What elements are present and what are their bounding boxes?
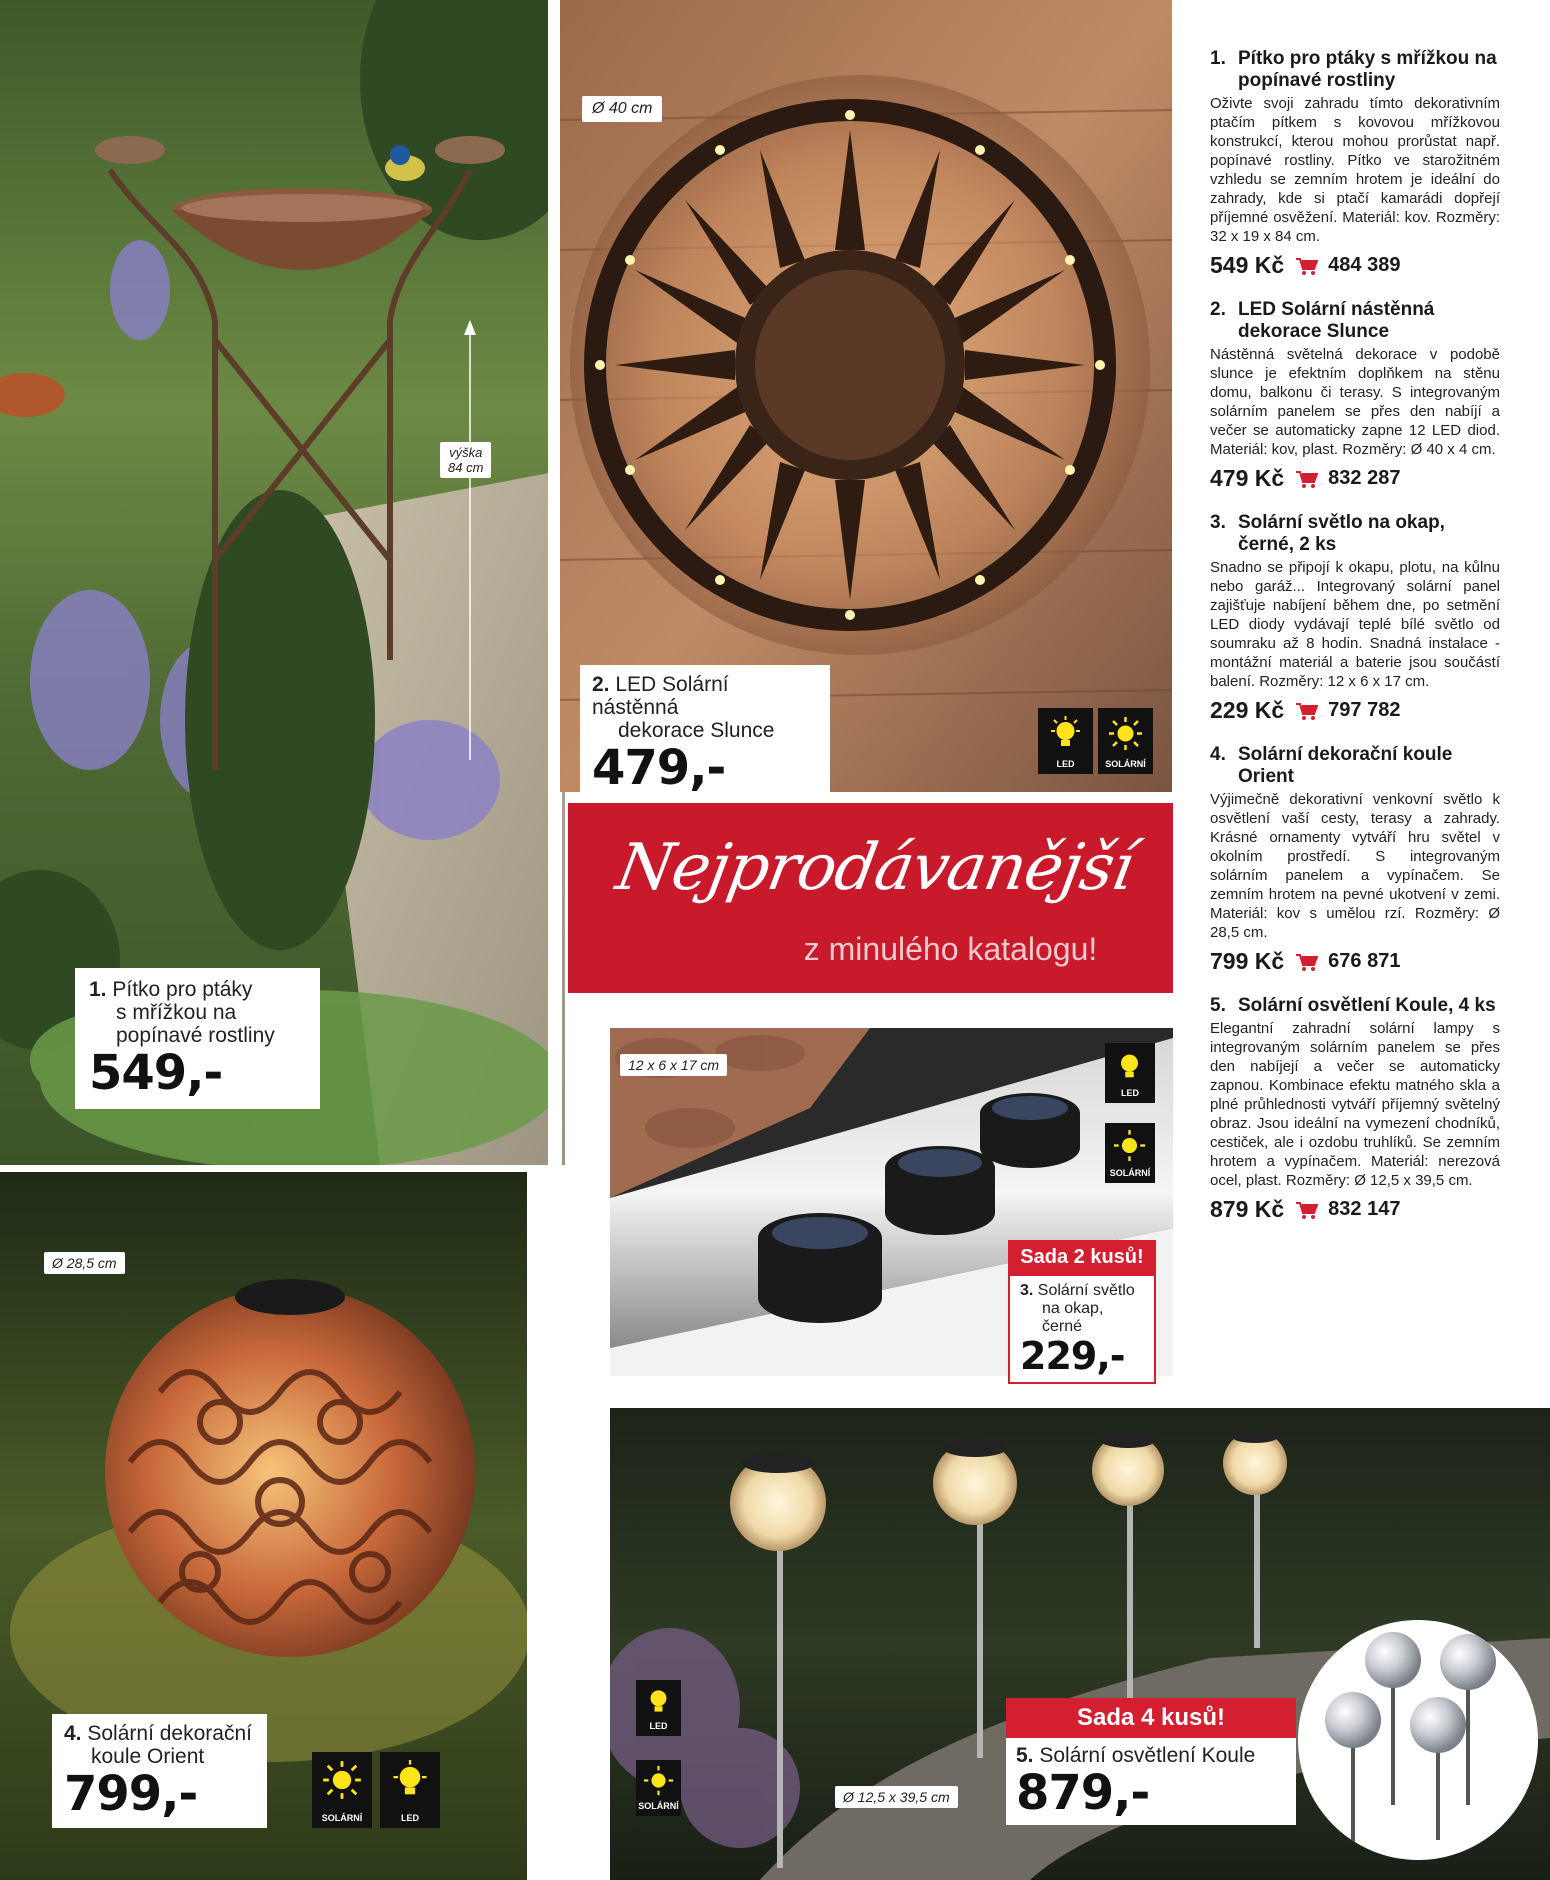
height-tag-line2: 84 cm bbox=[448, 460, 484, 475]
label-orient bbox=[52, 1714, 267, 1828]
led-badge bbox=[636, 1680, 681, 1736]
product-item bbox=[1210, 995, 1500, 1223]
product-price: 479 Kč bbox=[1210, 465, 1285, 491]
product-title bbox=[1210, 48, 1500, 92]
label-line: dekorace Slunce bbox=[618, 719, 775, 742]
product-price-row bbox=[1210, 465, 1500, 492]
product-item bbox=[1210, 512, 1500, 724]
product-number: 1. bbox=[1210, 48, 1226, 69]
product-number: 2. bbox=[1210, 299, 1226, 320]
solar-badge bbox=[1098, 708, 1153, 774]
lightbulb-icon bbox=[390, 1760, 430, 1800]
product-descriptions bbox=[1210, 48, 1500, 1243]
product-description: Oživte svoji zahradu tímto dekorativním ptačím pítkem s kovovou mřížkovou konstrukcí, kterou mohou prorůstat např. popínavé rostliny. Pítko ve starožitném vzhledu se zemním hrotem je ideální do zahrady, kde si ptačí kamarádi dopřejí příjemné osvěžení. Materiál: kov. Rozměry: 32 x 19 x 84 cm. bbox=[1210, 95, 1500, 245]
product-inset bbox=[1298, 1620, 1538, 1860]
height-tag-line1: výška bbox=[449, 445, 483, 460]
product-number: 4. bbox=[1210, 744, 1226, 765]
product-description: Výjimečně dekorativní venkovní světlo k osvětlení vaší cesty, terasy a zahrady. Krásné ornamenty vytváří hru světel v okolním prostředí. S integrovaným solárním panelem a vypínačem. Se zemním hrotem na pevné ukotvení v zemi. Materiál: kov s umělou rzí. Rozměry: Ø 28,5 cm. bbox=[1210, 791, 1500, 941]
label-num: 1. bbox=[89, 978, 107, 1001]
label-num: 2. bbox=[592, 673, 610, 696]
product-title-text: Pítko pro ptáky s mřížkou na popínavé rostliny bbox=[1238, 48, 1497, 91]
orient-sphere-photo bbox=[0, 1172, 527, 1880]
product-price: 879 Kč bbox=[1210, 1196, 1285, 1222]
label-line: koule Orient bbox=[91, 1745, 205, 1768]
label-line: na okap, černé bbox=[1042, 1300, 1104, 1335]
label-line: popínavé rostliny bbox=[116, 1024, 275, 1047]
sun-decor-photo bbox=[560, 0, 1172, 792]
product-price: 229 Kč bbox=[1210, 697, 1285, 723]
label-line: s mřížkou na bbox=[116, 1001, 237, 1024]
cart-icon bbox=[1296, 470, 1318, 488]
label-path bbox=[1006, 1738, 1296, 1825]
cart-icon bbox=[1296, 1201, 1318, 1219]
product-price: 799 Kč bbox=[1210, 948, 1285, 974]
lightbulb-icon bbox=[1113, 1049, 1146, 1082]
badge-label: SOLÁRNÍ bbox=[1105, 759, 1146, 769]
label-price: 799,- bbox=[64, 1766, 198, 1822]
product-code: 832 147 bbox=[1328, 1198, 1401, 1220]
diameter-tag: Ø 28,5 cm bbox=[44, 1252, 125, 1274]
height-tag bbox=[440, 442, 491, 478]
badge-label: SOLÁRNÍ bbox=[638, 1801, 679, 1811]
led-badge bbox=[1038, 708, 1093, 774]
product-number: 5. bbox=[1210, 995, 1226, 1016]
dims-tag: 12 x 6 x 17 cm bbox=[620, 1054, 727, 1076]
product-title bbox=[1210, 744, 1500, 788]
label-price: 479,- bbox=[592, 740, 726, 792]
badge-label: LED bbox=[649, 1721, 668, 1731]
product-item bbox=[1210, 744, 1500, 975]
label-num: 3. bbox=[1020, 1282, 1034, 1299]
product-code: 832 287 bbox=[1328, 467, 1401, 489]
led-badge bbox=[380, 1752, 440, 1828]
label-line: Solární osvětlení Koule bbox=[1039, 1744, 1256, 1767]
cart-icon bbox=[1296, 702, 1318, 720]
solar-badge bbox=[1105, 1123, 1155, 1183]
set-badge-2: Sada 2 kusů! bbox=[1008, 1240, 1156, 1274]
label-price: 879,- bbox=[1016, 1765, 1150, 1821]
product-description: Snadno se připojí k okapu, plotu, na kůlnu nebo garáž... Integrovaný solární panel zajišťuje nabíjení během dne, po setmění LED diody vydávají teplé bílé světlo od soumraku až 8 hodin. Snadná instalace - montážní materiál a baterie jsou součástí balení. Rozměry: 12 x 6 x 17 cm. bbox=[1210, 559, 1500, 690]
label-line: Solární světlo bbox=[1037, 1282, 1135, 1299]
product-price: 549 Kč bbox=[1210, 252, 1285, 278]
sun-icon bbox=[1108, 716, 1143, 751]
led-badge bbox=[1105, 1043, 1155, 1103]
badge-label: LED bbox=[401, 1813, 419, 1823]
banner-subtitle: z minulého katalogu! bbox=[803, 931, 1098, 967]
label-num: 4. bbox=[64, 1722, 82, 1745]
sun-icon bbox=[1113, 1129, 1146, 1162]
sun-icon bbox=[322, 1760, 362, 1800]
label-line: LED Solární nástěnná bbox=[592, 673, 729, 719]
cart-icon bbox=[1296, 953, 1318, 971]
label-birdbath bbox=[75, 968, 320, 1109]
product-title bbox=[1210, 995, 1500, 1017]
solar-badge bbox=[312, 1752, 372, 1828]
product-title-text: LED Solární nástěnná dekorace Slunce bbox=[1238, 299, 1435, 342]
badge-label: LED bbox=[1056, 759, 1075, 769]
product-description: Elegantní zahradní solární lampy s integrovaným solárním panelem se přes den nabíjejí a večer se automaticky zapnou. Kombinace efektu matného skla a plné průhlednosti vytváří příjemný světelný obraz. Jsou ideální na vymezení chodníků, cestiček, ale i ozdobu truhlíků. Se zemním hrotem a vypínačem. Materiál: nerezová ocel, plast. Rozměry: Ø 12,5 x 39,5 cm. bbox=[1210, 1020, 1500, 1189]
bestseller-banner bbox=[568, 803, 1173, 993]
product-item bbox=[1210, 48, 1500, 279]
product-code: 676 871 bbox=[1328, 950, 1401, 972]
product-price-row bbox=[1210, 252, 1500, 279]
label-line: Pítko pro ptáky bbox=[112, 978, 253, 1001]
solar-badge bbox=[636, 1760, 681, 1816]
label-price: 229,- bbox=[1020, 1334, 1125, 1378]
label-sun bbox=[580, 665, 830, 792]
product-title-text: Solární dekorační koule Orient bbox=[1238, 744, 1453, 787]
product-title-text: Solární světlo na okap, černé, 2 ks bbox=[1238, 512, 1445, 555]
dims-tag: Ø 12,5 x 39,5 cm bbox=[835, 1786, 958, 1808]
product-code: 484 389 bbox=[1328, 254, 1401, 276]
set-badge-4: Sada 4 kusů! bbox=[1006, 1698, 1296, 1738]
product-price-row bbox=[1210, 697, 1500, 724]
diameter-tag: Ø 40 cm bbox=[582, 96, 662, 122]
sun-icon bbox=[643, 1765, 674, 1796]
lightbulb-icon bbox=[1048, 716, 1083, 751]
lightbulb-icon bbox=[643, 1685, 674, 1716]
badge-label: SOLÁRNÍ bbox=[1109, 1168, 1151, 1178]
product-code: 797 782 bbox=[1328, 699, 1401, 721]
product-item bbox=[1210, 299, 1500, 492]
birdbath-photo bbox=[0, 0, 565, 1165]
product-title bbox=[1210, 512, 1500, 556]
product-description: Nástěnná světelná dekorace v podobě slunce je efektním doplňkem na stěnu domu, balkonu či terasy. S integrovaným solárním panelem se přes den nabíjí a večer se automaticky zapne 12 LED diod. Materiál: kov, plast. Rozměry: Ø 40 x 4 cm. bbox=[1210, 346, 1500, 458]
product-price-row bbox=[1210, 948, 1500, 975]
badge-label: LED bbox=[1121, 1088, 1139, 1098]
product-title bbox=[1210, 299, 1500, 343]
banner-title: Nejprodávanější bbox=[611, 831, 1139, 905]
label-num: 5. bbox=[1016, 1744, 1034, 1767]
product-number: 3. bbox=[1210, 512, 1226, 533]
label-price: 549,- bbox=[89, 1045, 223, 1101]
product-price-row bbox=[1210, 1196, 1500, 1223]
label-line: Solární dekorační bbox=[87, 1722, 252, 1745]
cart-icon bbox=[1296, 257, 1318, 275]
product-title-text: Solární osvětlení Koule, 4 ks bbox=[1238, 995, 1496, 1016]
badge-label: SOLÁRNÍ bbox=[321, 1813, 363, 1823]
label-gutter bbox=[1008, 1274, 1156, 1384]
